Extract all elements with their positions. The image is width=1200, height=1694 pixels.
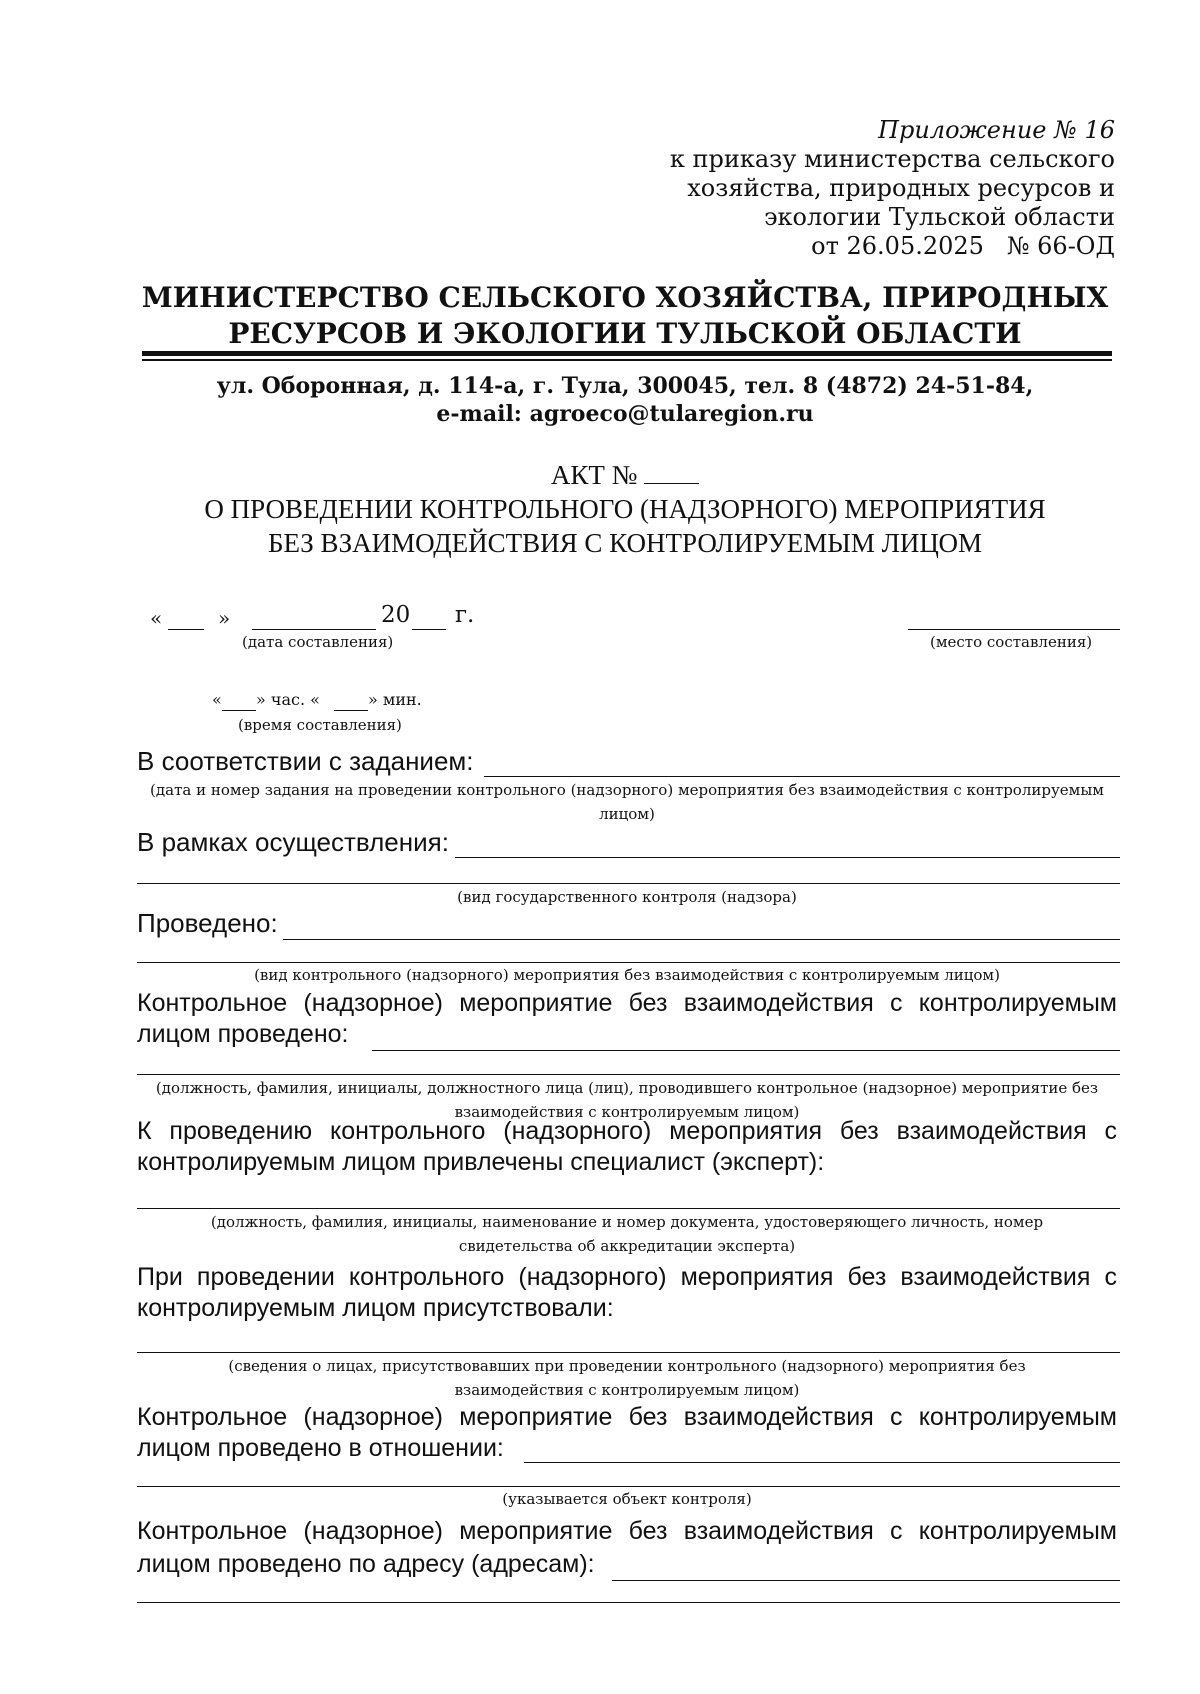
address-blank [612, 1580, 1120, 1581]
annex-block [670, 116, 1115, 261]
address-blank-line2 [137, 1602, 1120, 1603]
act-number-label: АКТ № [550, 460, 638, 490]
annex-order-line: хозяйства, природных ресурсов и [687, 174, 1115, 202]
framework-blank [455, 857, 1120, 858]
expert-caption [137, 1210, 1117, 1258]
inspector-line2: лицом проведено: [137, 1020, 349, 1048]
present-blank [137, 1352, 1120, 1353]
present-line2: контролируемым лицом присутствовали: [137, 1294, 614, 1322]
task-blank [484, 776, 1120, 777]
ministry-address [130, 372, 1120, 428]
date-close-quote: » [218, 606, 231, 630]
month-blank [252, 629, 376, 630]
expert-blank [137, 1208, 1120, 1209]
time-open-quote: « [212, 690, 222, 709]
ministry-name-line2: РЕСУРСОВ И ЭКОЛОГИИ ТУЛЬСКОЙ ОБЛАСТИ [228, 317, 1022, 350]
date-caption: (дата составления) [242, 633, 394, 651]
conducted-label: Проведено: [137, 908, 278, 938]
annex-title: Приложение № 16 [878, 116, 1115, 144]
object-blank [524, 1462, 1120, 1463]
expert-caption-line: свидетельства об аккредитации эксперта) [458, 1237, 796, 1255]
expert-line2: контролируемым лицом привлечены специалист (эксперт): [137, 1148, 825, 1176]
object-caption: (указывается объект контроля) [502, 1490, 752, 1508]
ministry-name-line1: МИНИСТЕРСТВО СЕЛЬСКОГО ХОЗЯЙСТВА, ПРИРОДНЫХ [141, 281, 1109, 314]
hours-suffix: » час. « [256, 690, 320, 709]
task-caption [137, 778, 1117, 826]
object-line2: лицом проведено в отношении: [137, 1434, 504, 1462]
place-blank [908, 629, 1120, 630]
task-label: В соответствии с заданием: [137, 746, 474, 776]
framework-label: В рамках осуществления: [137, 827, 449, 857]
annex-order-line: экологии Тульской области [764, 203, 1115, 231]
task-caption-line: (дата и номер задания на проведении контрольного (надзорного) мероприятия без взаимодействия с контролируемым [150, 781, 1104, 799]
framework-blank-line2 [137, 883, 1120, 884]
annex-order-line: к приказу министерства сельского [669, 145, 1115, 173]
email-line: e-mail: agroeco@tularegion.ru [436, 401, 814, 427]
place-caption: (место составления) [930, 633, 1093, 651]
year-blank [412, 629, 446, 630]
inspector-blank [372, 1050, 1120, 1051]
act-title-line: БЕЗ ВЗАИМОДЕЙСТВИЯ С КОНТРОЛИРУЕМЫМ ЛИЦОМ [267, 528, 983, 558]
annex-order-date: от 26.05.2025 № 66-ОД [811, 232, 1115, 260]
date-open-quote: « [150, 606, 163, 630]
inspector-blank-line2 [137, 1074, 1120, 1075]
conducted-blank [283, 939, 1120, 940]
conducted-caption: (вид контрольного (надзорного) мероприятия без взаимодействия с контролируемым лицом) [254, 966, 1000, 984]
inspector-caption-line: (должность, фамилия, инициалы, должностного лица (лиц), проводившего контрольное (надзорное) мероприятие без [155, 1079, 1099, 1097]
minutes-blank [334, 710, 368, 711]
time-caption: (время составления) [238, 716, 402, 734]
task-caption-line: лицом) [599, 805, 655, 823]
date-year-suffix: г. [455, 602, 475, 628]
act-number-line [130, 458, 1120, 492]
act-title-line: О ПРОВЕДЕНИИ КОНТРОЛЬНОГО (НАДЗОРНОГО) МЕРОПРИЯТИЯ [204, 494, 1046, 524]
present-line1: При проведении контрольного (надзорного) мероприятия без взаимодействия с [137, 1263, 1117, 1291]
address-line: ул. Оборонная, д. 114-а, г. Тула, 300045, тел. 8 (4872) 24-51-84, [216, 373, 1034, 399]
expert-caption-line: (должность, фамилия, инициалы, наименование и номер документа, удостоверяющего личность, номер [210, 1213, 1044, 1231]
date-century: 20 [381, 602, 411, 628]
inspector-line1: Контрольное (надзорное) мероприятие без взаимодействия с контролируемым [137, 989, 1117, 1017]
framework-caption: (вид государственного контроля (надзора) [457, 888, 797, 906]
expert-line1: К проведению контрольного (надзорного) мероприятия без взаимодействия с [137, 1117, 1117, 1145]
present-caption-line: взаимодействия с контролируемым лицом) [454, 1381, 800, 1399]
ministry-name [130, 280, 1120, 352]
present-caption-line: (сведения о лицах, присутствовавших при проведении контрольного (надзорного) мероприятия без [228, 1357, 1026, 1375]
hours-blank [222, 710, 256, 711]
header-rule-thin [142, 359, 1112, 361]
address-line1: Контрольное (надзорное) мероприятие без взаимодействия с контролируемым [137, 1517, 1117, 1545]
minutes-suffix: » мин. [368, 690, 422, 709]
header-rule-thick [142, 351, 1112, 356]
object-line1: Контрольное (надзорное) мероприятие без взаимодействия с контролируемым [137, 1403, 1117, 1431]
address-line2: лицом проведено по адресу (адресам): [137, 1550, 595, 1578]
act-title [130, 458, 1120, 560]
act-number-blank [644, 459, 699, 484]
inspector-caption-line: взаимодействия с контролируемым лицом) [454, 1103, 800, 1121]
day-blank [168, 629, 204, 630]
present-caption [137, 1354, 1117, 1402]
